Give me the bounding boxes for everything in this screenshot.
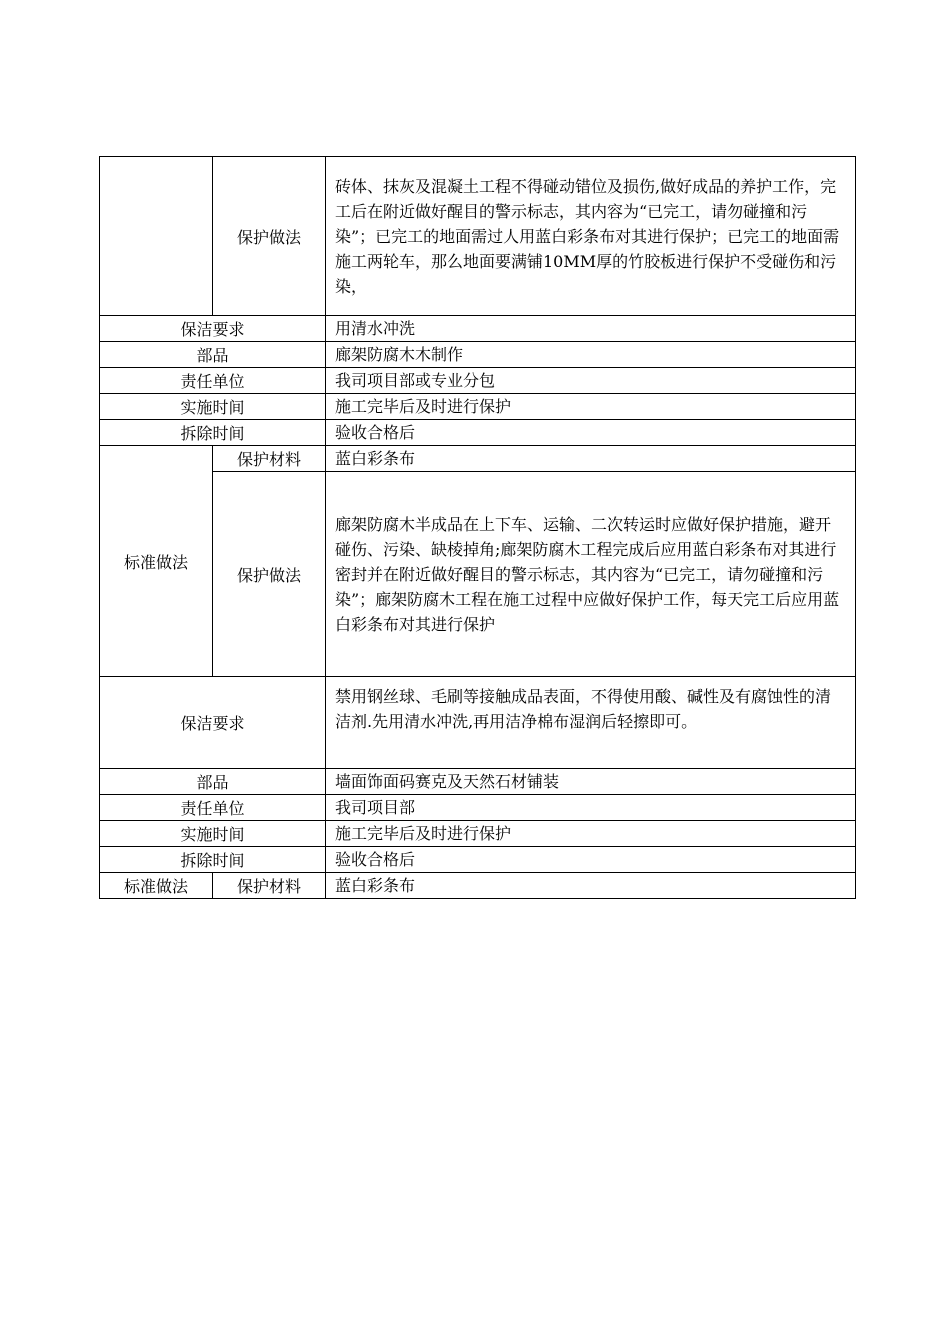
row-content: 用清水冲洗: [326, 316, 856, 342]
row-content: 廊架防腐木半成品在上下车、运输、二次转运时应做好保护措施，避开碰伤、污染、缺棱掉角;廊架防腐木工程完成后应用蓝白彩条布对其进行密封并在附近做好醒目的警示标志，其内容为“已完工，请勿碰撞和污染”；廊架防腐木工程在施工过程中应做好保护工作，每天完工后应用蓝白彩条布对其进行保护: [326, 472, 856, 677]
table-row: [100, 873, 856, 899]
row-content: 验收合格后: [326, 847, 856, 873]
row-content: 施工完毕后及时进行保护: [326, 821, 856, 847]
row-label: 部品: [100, 769, 326, 795]
table-row: [100, 316, 856, 342]
row-content: 我司项目部或专业分包: [326, 368, 856, 394]
row-content: 验收合格后: [326, 420, 856, 446]
row-sublabel: 保护做法: [213, 157, 326, 316]
row-sublabel: 保护材料: [213, 873, 326, 899]
row-content: 廊架防腐木木制作: [326, 342, 856, 368]
empty-cell: [100, 157, 213, 316]
table-row: [100, 157, 856, 316]
row-content: 施工完毕后及时进行保护: [326, 394, 856, 420]
table-row: [100, 342, 856, 368]
row-content: 蓝白彩条布: [326, 873, 856, 899]
row-label: 拆除时间: [100, 847, 326, 873]
row-label: 部品: [100, 342, 326, 368]
row-content: 禁用钢丝球、毛刷等接触成品表面，不得使用酸、碱性及有腐蚀性的清洁剂.先用清水冲洗,再用洁净棉布湿润后轻擦即可。: [326, 677, 856, 769]
table-row: [100, 769, 856, 795]
row-label: 责任单位: [100, 795, 326, 821]
construction-protection-table: [99, 156, 856, 899]
table-row: [100, 472, 856, 677]
row-label: 拆除时间: [100, 420, 326, 446]
table-row: [100, 795, 856, 821]
row-sublabel: 保护材料: [213, 446, 326, 472]
row-label: 责任单位: [100, 368, 326, 394]
table-row: [100, 420, 856, 446]
table-row: [100, 394, 856, 420]
group-label: 标准做法: [100, 873, 213, 899]
row-sublabel: 保护做法: [213, 472, 326, 677]
row-label: 实施时间: [100, 821, 326, 847]
group-label: 标准做法: [100, 446, 213, 677]
row-content: 砖体、抹灰及混凝土工程不得碰动错位及损伤,做好成品的养护工作，完工后在附近做好醒目的警示标志，其内容为“已完工，请勿碰撞和污染”；已完工的地面需过人用蓝白彩条布对其进行保护；已完工的地面需施工两轮车，那么地面要满铺10MM厚的竹胶板进行保护不受碰伤和污染，: [326, 157, 856, 316]
row-content: 墙面饰面码赛克及天然石材铺装: [326, 769, 856, 795]
table-row: [100, 677, 856, 769]
row-label: 保洁要求: [100, 677, 326, 769]
row-label: 实施时间: [100, 394, 326, 420]
table-row: [100, 368, 856, 394]
row-label: 保洁要求: [100, 316, 326, 342]
row-content: 我司项目部: [326, 795, 856, 821]
table-row: [100, 847, 856, 873]
table-row: [100, 446, 856, 472]
table-row: [100, 821, 856, 847]
row-content: 蓝白彩条布: [326, 446, 856, 472]
